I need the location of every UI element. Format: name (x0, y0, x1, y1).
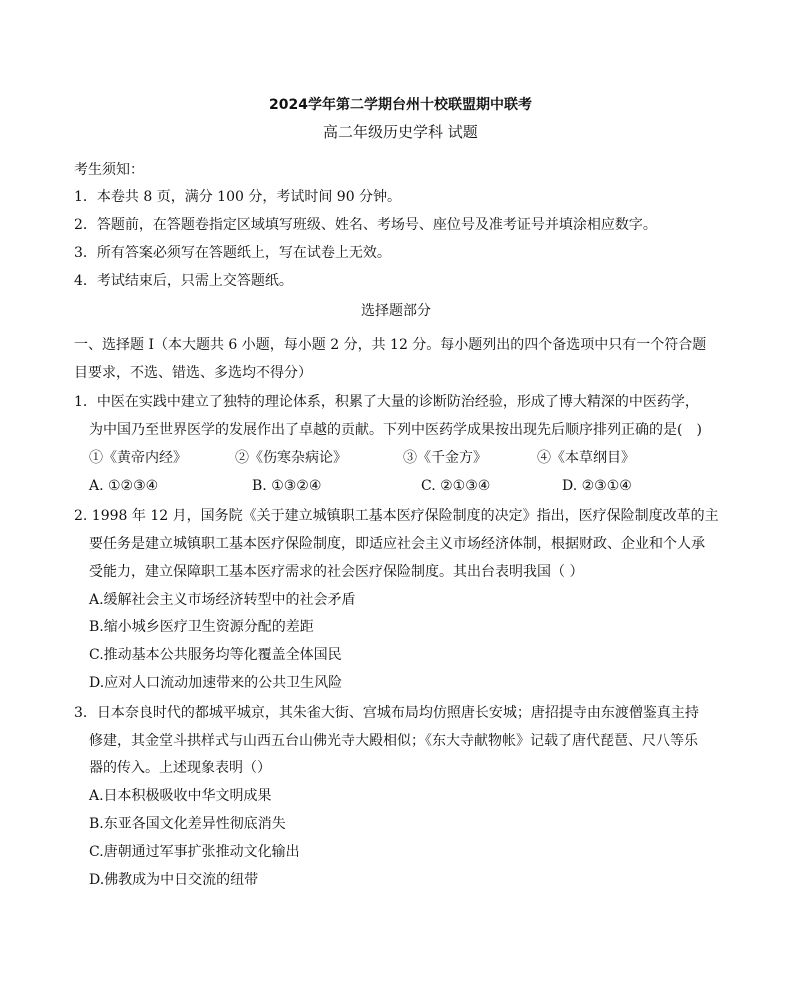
section-title: 选择题部分 (361, 303, 431, 319)
q1-item-2: ②《伤寒杂病论》 (235, 450, 347, 466)
q1-option-b: B. ①③②④ (252, 478, 322, 494)
part1-instruction-line1: 一、选择题 I（本大题共 6 小题，每小题 2 分，共 12 分。每小题列出的四个备选项中只有一个符合题 (74, 337, 707, 353)
notice-item-1: 1．本卷共 8 页，满分 100 分，考试时间 90 分钟。 (74, 189, 402, 205)
exam-title: 2024学年第二学期台州十校联盟期中联考 (269, 97, 532, 113)
q2-option-b: B.缩小城乡医疗卫生资源分配的差距 (89, 619, 314, 635)
part1-instruction-line2: 目要求，不选、错选、多选均不得分） (74, 365, 312, 381)
q1-item-1: ①《黄帝内经》 (89, 450, 187, 466)
q3-stem-line2: 修建，其金堂斗拱样式与山西五台山佛光寺大殿相似；《东大寺献物帐》记载了唐代琵琶、尺八等乐 (89, 733, 698, 749)
q1-option-a: A. ①②③④ (89, 478, 159, 494)
q2-stem-line2: 要任务是建立城镇职工基本医疗保险制度，即适应社会主义市场经济体制，根据财政、企业和个人承 (89, 536, 705, 552)
q1-option-c: C. ②①③④ (421, 478, 491, 494)
q1-item-3: ③《千金方》 (403, 450, 487, 466)
q2-option-d: D.应对人口流动加速带来的公共卫生风险 (89, 675, 343, 691)
notice-item-2: 2．答题前，在答题卷指定区域填写班级、姓名、考场号、座位号及准考证号并填涂相应数字。 (74, 217, 657, 233)
q1-item-4: ④《本草纲目》 (537, 450, 635, 466)
exam-subtitle: 高二年级历史学科 试题 (323, 123, 478, 141)
q2-option-a: A.缓解社会主义市场经济转型中的社会矛盾 (89, 592, 356, 608)
q3-option-b: B.东亚各国文化差异性彻底消失 (89, 816, 286, 832)
notice-item-3: 3．所有答案必须写在答题纸上，写在试卷上无效。 (74, 245, 391, 261)
q2-stem-line1: 2. 1998 年 12 月，国务院《关于建立城镇职工基本医疗保险制度的决定》指出，医疗保险制度改革的主 (74, 508, 719, 524)
q2-option-c: C.推动基本公共服务均等化覆盖全体国民 (89, 647, 342, 663)
notice-heading: 考生须知： (74, 162, 144, 178)
q3-stem-line1: 3．日本奈良时代的都城平城京，其朱雀大街、宫城布局均仿照唐长安城；唐招提寺由东渡僧鉴真主持 (74, 705, 699, 721)
q1-stem-line1: 1．中医在实践中建立了独特的理论体系，积累了大量的诊断防治经验，形成了博大精深的中医药学， (74, 394, 699, 410)
q2-stem-line3: 受能力，建立保障职工基本医疗需求的社会医疗保险制度。其出台表明我国（ ） (89, 564, 584, 580)
q1-stem-line2: 为中国乃至世界医学的发展作出了卓越的贡献。下列中医药学成果按出现先后顺序排列正确的是( ) (89, 422, 702, 438)
q3-option-d: D.佛教成为中日交流的纽带 (89, 872, 259, 888)
notice-item-4: 4．考试结束后，只需上交答题纸。 (74, 273, 293, 289)
q3-option-a: A.日本积极吸收中华文明成果 (89, 788, 272, 804)
q3-stem-line3: 器的传入。上述现象表明（） (89, 760, 271, 776)
q3-option-c: C.唐朝通过军事扩张推动文化输出 (89, 844, 300, 860)
q1-option-d: D. ②③①④ (562, 478, 632, 494)
